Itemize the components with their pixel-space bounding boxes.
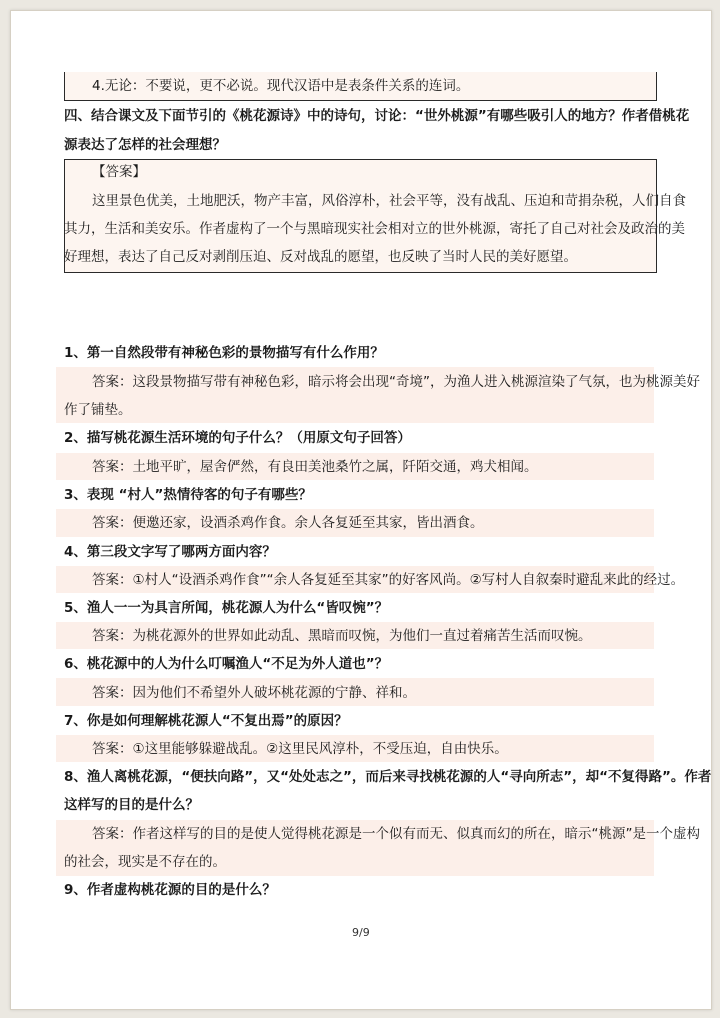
answer-2: 答案：土地平旷，屋舍俨然，有良田美池桑竹之属，阡陌交通，鸡犬相闻。 [92,459,538,475]
question-3: 3、表现 “村人”热情待客的句子有哪些？ [64,487,312,503]
answer-8-line1: 答案：作者这样写的目的是使人觉得桃花源是一个似有而无、似真而幻的所在，暗示“桃源”是一个虚构 [92,826,700,842]
question-2: 2、描写桃花源生活环境的句子什么？（用原文句子回答） [64,430,411,446]
question-7: 7、你是如何理解桃花源人“不复出焉”的原因？ [64,713,348,729]
question-6: 6、桃花源中的人为什么叮嘱渔人“不足为外人道也”？ [64,656,389,672]
answer-8-line2: 的社会，现实是不存在的。 [64,854,226,870]
question-1: 1、第一自然段带有神秘色彩的景物描写有什么作用？ [64,345,384,361]
question-8-line2: 这样写的目的是什么？ [64,797,199,813]
answer-5: 答案：为桃花源外的世界如此动乱、黑暗而叹惋，为他们一直过着痛苦生活而叹惋。 [92,628,592,644]
top-note-line: 4.无论：不要说，更不必说。现代汉语中是表条件关系的连词。 [92,78,470,94]
question-5: 5、渔人一一为具言所闻，桃花源人为什么“皆叹惋”？ [64,600,389,616]
answer-line1: 这里景色优美，土地肥沃，物产丰富，风俗淳朴，社会平等，没有战乱、压迫和苛捐杂税，人们自食 [92,193,686,209]
q4-heading-line2: 源表达了怎样的社会理想？ [64,137,226,153]
q4-heading-line1: 四、结合课文及下面节引的《桃花源诗》中的诗句，讨论：“世外桃源”有哪些吸引人的地方？作者借桃花 [64,108,690,124]
answer-3: 答案：便邀还家，设酒杀鸡作食。余人各复延至其家，皆出酒食。 [92,515,484,531]
answer-7: 答案：①这里能够躲避战乱。②这里民风淳朴，不受压迫，自由快乐。 [92,741,508,757]
answer-tag: 【答案】 [92,164,146,180]
answer-6: 答案：因为他们不希望外人破坏桃花源的宁静、祥和。 [92,685,416,701]
answer-1-line2: 作了铺垫。 [64,402,132,418]
question-8-line1: 8、渔人离桃花源，“便扶向路”，又“处处志之”，而后来寻找桃花源的人“寻向所志”，却“不复得路”。作者 [64,769,712,785]
question-4: 4、第三段文字写了哪两方面内容？ [64,544,276,560]
page-number: 9/9 [352,926,370,939]
answer-line2: 其力，生活和美安乐。作者虚构了一个与黑暗现实社会相对立的世外桃源，寄托了自己对社会及政治的美 [64,221,685,237]
question-9: 9、作者虚构桃花源的目的是什么？ [64,882,276,898]
answer-line3: 好理想，表达了自己反对剥削压迫、反对战乱的愿望，也反映了当时人民的美好愿望。 [64,249,577,265]
answer-4: 答案：①村人“设酒杀鸡作食”“余人各复延至其家”的好客风尚。②写村人自叙秦时避乱来此的经过。 [92,572,685,588]
answer-1-line1: 答案：这段景物描写带有神秘色彩，暗示将会出现“奇境”，为渔人进入桃源渲染了气氛，也为桃源美好 [92,374,700,390]
